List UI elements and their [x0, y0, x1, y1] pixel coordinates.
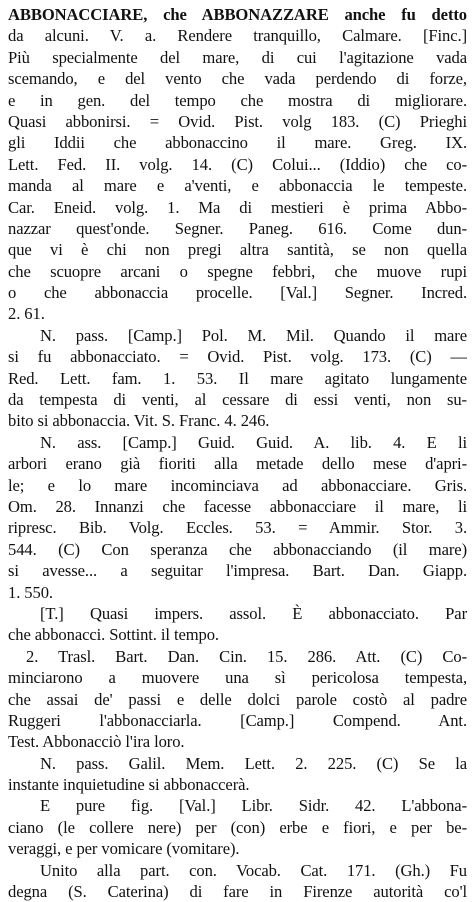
entry-text-line: 544. (C) Con speranza che abbonacciando (il mare) [8, 539, 467, 559]
entry-text-line: ripresc. Bib. Volg. Eccles. 53. = Ammir. Stor. 3. [8, 518, 467, 538]
entry-text-line: e in gen. del tempo che mostra di migliorare. [8, 90, 467, 110]
entry-text-line: Om. 28. Innanzi che facesse abbonacciare il mare, li [8, 496, 467, 516]
entry-text-line: Quasi abbonirsi. = Ovid. Pist. volg 183. (C) Prieghi [8, 111, 467, 131]
entry-text-line: le; e lo mare incominciava ad abbonacciare. Gris. [8, 475, 467, 495]
entry-text-line: N. ass. [Camp.] Guid. Guid. A. lib. 4. E li [40, 432, 467, 452]
entry-text-line: N. pass. Galil. Mem. Lett. 2. 225. (C) Se la [40, 753, 467, 773]
entry-text-line: E pure fig. [Val.] Libr. Sidr. 42. L'abbona- [40, 796, 467, 816]
entry-headword-line: ABBONACCIARE, che ABBONAZZARE anche fu detto [8, 5, 467, 24]
entry-text-line: minciarono a muovere una sì pericolosa tempesta, [8, 668, 467, 688]
entry-text-line: Più specialmente del mare, di cui l'agitazione vada [8, 47, 467, 67]
entry-text-line: Ruggeri l'abbonacciarla. [Camp.] Compend. Ant. [8, 710, 467, 730]
entry-text-line: arbori erano già fioriti alla metade dello mese d'apri- [8, 454, 467, 474]
entry-text-line: scemando, e del vento che vada perdendo di forze, [8, 69, 467, 89]
entry-text-line: manda al mare e a'venti, e abbonaccia le tempeste. [8, 176, 467, 196]
entry-text-line: degna (S. Caterina) di fare in Firenze autorità co'l [8, 882, 467, 902]
entry-text-line: bito si abbonaccia. Vit. S. Franc. 4. 246. [8, 411, 270, 431]
entry-text-line: Red. Lett. fam. 1. 53. Il mare agitato lungamente [8, 368, 467, 388]
dictionary-entry-abbonacciare [8, 4, 467, 902]
entry-text-line: Test. Abbonacciò l'ira loro. [8, 732, 185, 752]
entry-text-line: nazzar quest'onde. Segner. Paneg. 616. Come dun- [8, 218, 467, 238]
entry-text-line: o che abbonaccia procelle. [Val.] Segner. Incred. [8, 283, 467, 303]
entry-text-line: N. pass. [Camp.] Pol. M. Mil. Quando il mare [40, 325, 467, 345]
entry-text-line: 2. 61. [8, 304, 45, 324]
entry-text-line: da alcuni. V. a. Rendere tranquillo, Calmare. [Finc.] [8, 26, 467, 46]
entry-text-line: Lett. Fed. II. volg. 14. (C) Colui... (Iddio) che co- [8, 154, 467, 174]
entry-text-line: veraggi, e per vomicare (vomitare). [8, 839, 240, 859]
entry-text-line: gli Iddii che abbonaccino il mare. Greg. IX. [8, 133, 467, 153]
entry-text-line: 1. 550. [8, 582, 53, 602]
entry-text-line: que vi è chi non pregi altra santità, se non quella [8, 240, 467, 260]
entry-text-line: ciano (le collere nere) per (con) erbe e fiori, e per be- [8, 817, 467, 837]
entry-text-line: Car. Eneid. volg. 1. Ma di mestieri è prima Abbo- [8, 197, 467, 217]
entry-text-line: si fu abbonacciato. = Ovid. Pist. volg. 173. (C) — [8, 347, 467, 367]
entry-text-line: che abbonacci. Sottint. il tempo. [8, 625, 219, 645]
entry-text-line: Unito alla part. con. Vocab. Cat. 171. (Gh.) Fu [40, 860, 467, 880]
entry-text-line: si avesse... a seguitar l'impresa. Bart. Dan. Giapp. [8, 561, 467, 581]
entry-text-line: che scuopre arcani o spegne febbri, che muove rupi [8, 261, 467, 281]
entry-text-line: instante inquietudine si abbonaccerà. [8, 775, 250, 795]
entry-text-line: [T.] Quasi impers. assol. È abbonacciato. Par [40, 603, 467, 623]
entry-text-line: da tempesta di venti, al cessare di essi venti, non su- [8, 390, 467, 410]
entry-text-line: che assai de' passi e delle dolci parole costò al padre [8, 689, 467, 709]
entry-text-line: 2. Trasl. Bart. Dan. Cin. 15. 286. Att. (C) Co- [26, 646, 467, 666]
